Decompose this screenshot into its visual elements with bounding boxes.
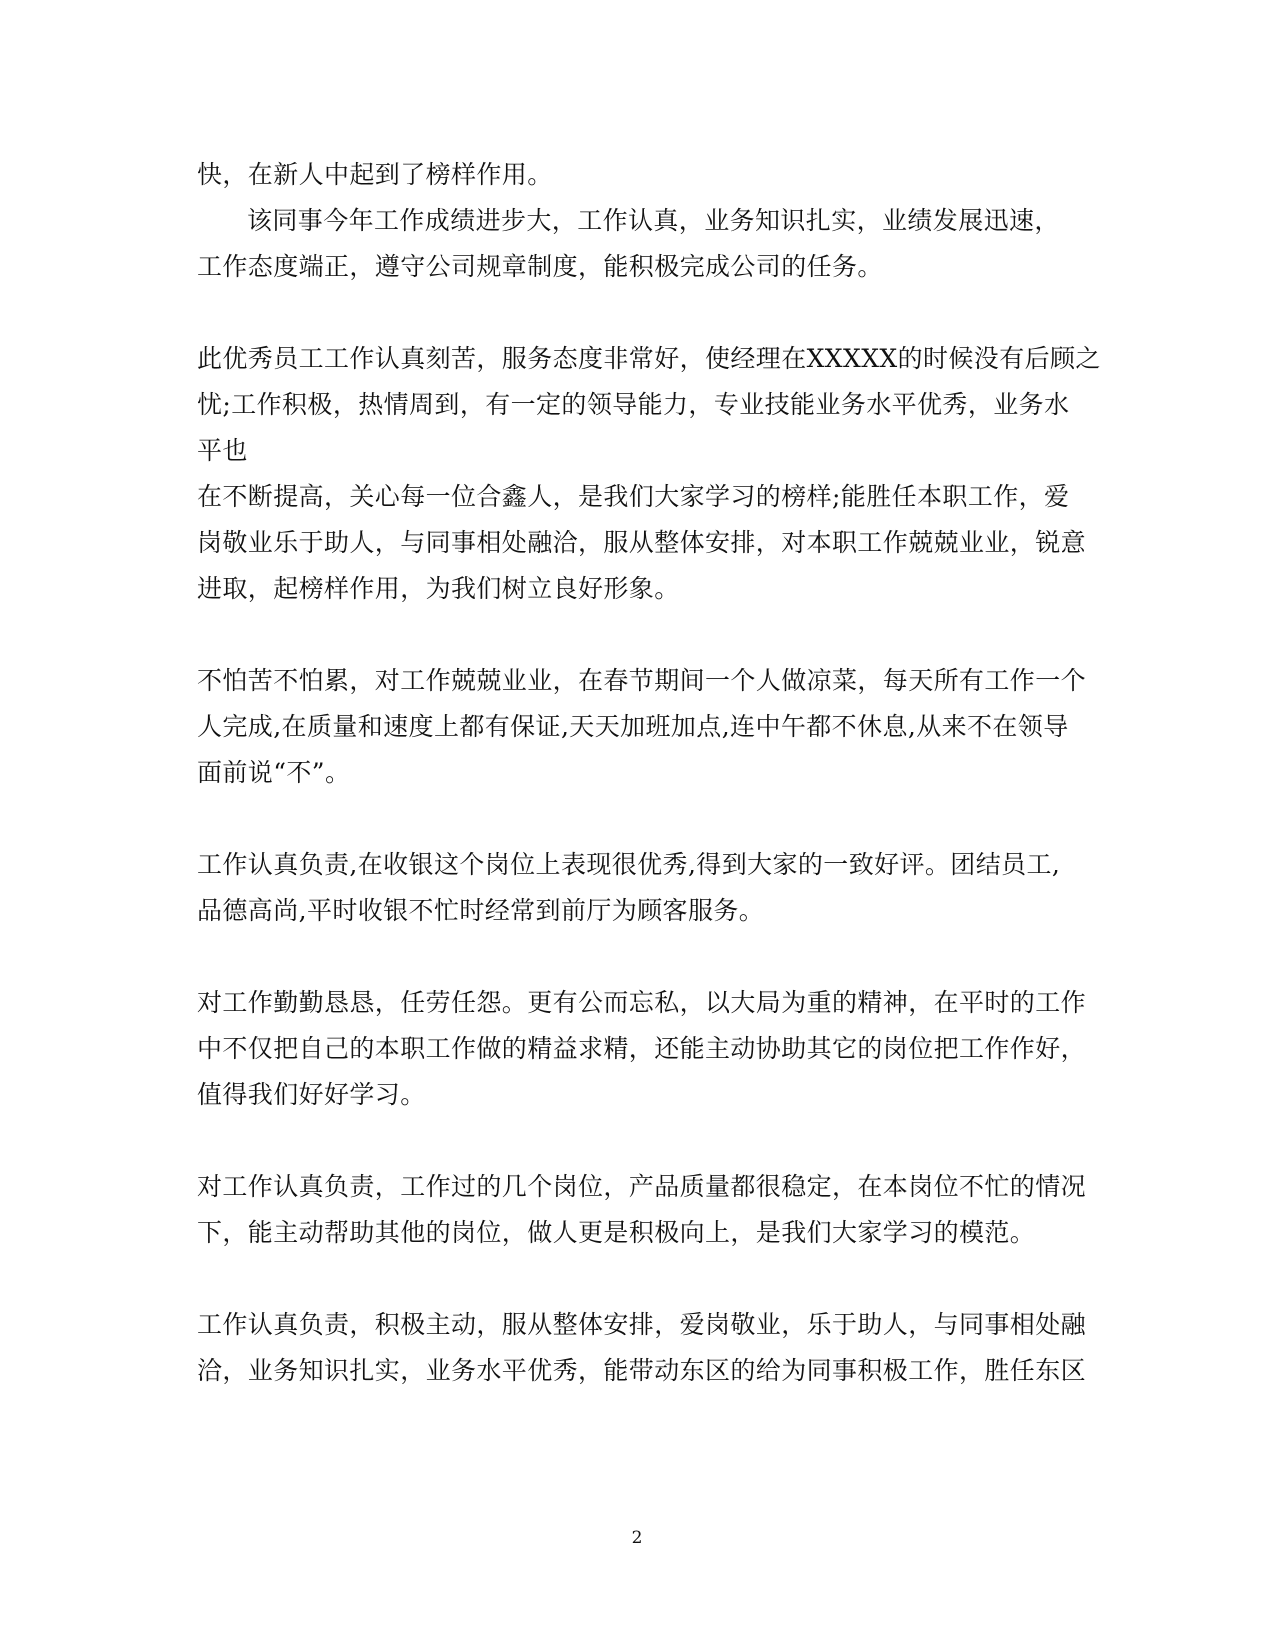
text-line: 不怕苦不怕累，对工作兢兢业业，在春节期间一个人做凉菜，每天所有工作一个: [197, 666, 1087, 695]
text-line: 该同事今年工作成绩进步大，工作认真，业务知识扎实，业绩发展迅速，: [247, 206, 1060, 235]
text-line: 洽，业务知识扎实，业务水平优秀，能带动东区的给为同事积极工作，胜任东区: [197, 1356, 1087, 1385]
text-line: 对工作勤勤恳恳，任劳任怨。更有公而忘私，以大局为重的精神，在平时的工作: [197, 988, 1087, 1017]
text-line: 下，能主动帮助其他的岗位，做人更是积极向上，是我们大家学习的模范。: [197, 1218, 1036, 1247]
text-line: 进取，起榜样作用，为我们树立良好形象。: [197, 574, 680, 603]
text-line: 在不断提高，关心每一位合鑫人，是我们大家学习的榜样;能胜任本职工作，爱: [197, 482, 1070, 511]
text-line: 值得我们好好学习。: [197, 1080, 426, 1109]
text-line: 快，在新人中起到了榜样作用。: [197, 160, 553, 189]
text-line: 工作态度端正，遵守公司规章制度，能积极完成公司的任务。: [197, 252, 883, 281]
text-line: 中不仅把自己的本职工作做的精益求精，还能主动协助其它的岗位把工作作好，: [197, 1034, 1087, 1063]
text-line: 工作认真负责,在收银这个岗位上表现很优秀,得到大家的一致好评。团结员工,: [197, 850, 1061, 879]
text-line: 人完成,在质量和速度上都有保证,天天加班加点,连中午都不休息,从来不在领导: [197, 712, 1069, 741]
text-line: 品德高尚,平时收银不忙时经常到前厅为顾客服务。: [197, 896, 765, 925]
page-number: 2: [631, 1528, 643, 1548]
text-line: 对工作认真负责，工作过的几个岗位，产品质量都很稳定，在本岗位不忙的情况: [197, 1172, 1087, 1201]
text-line: 忧;工作积极，热情周到，有一定的领导能力，专业技能业务水平优秀，业务水: [197, 390, 1070, 419]
text-line: 工作认真负责，积极主动，服从整体安排，爱岗敬业，乐于助人，与同事相处融: [197, 1310, 1087, 1339]
text-line: 平也: [197, 436, 248, 465]
text-line: 此优秀员工工作认真刻苦，服务态度非常好，使经理在XXXXX的时候没有后顾之: [197, 344, 1101, 373]
text-line: 岗敬业乐于助人，与同事相处融洽，服从整体安排，对本职工作兢兢业业，锐意: [197, 528, 1087, 557]
text-line: 面前说“不”。: [197, 758, 351, 787]
